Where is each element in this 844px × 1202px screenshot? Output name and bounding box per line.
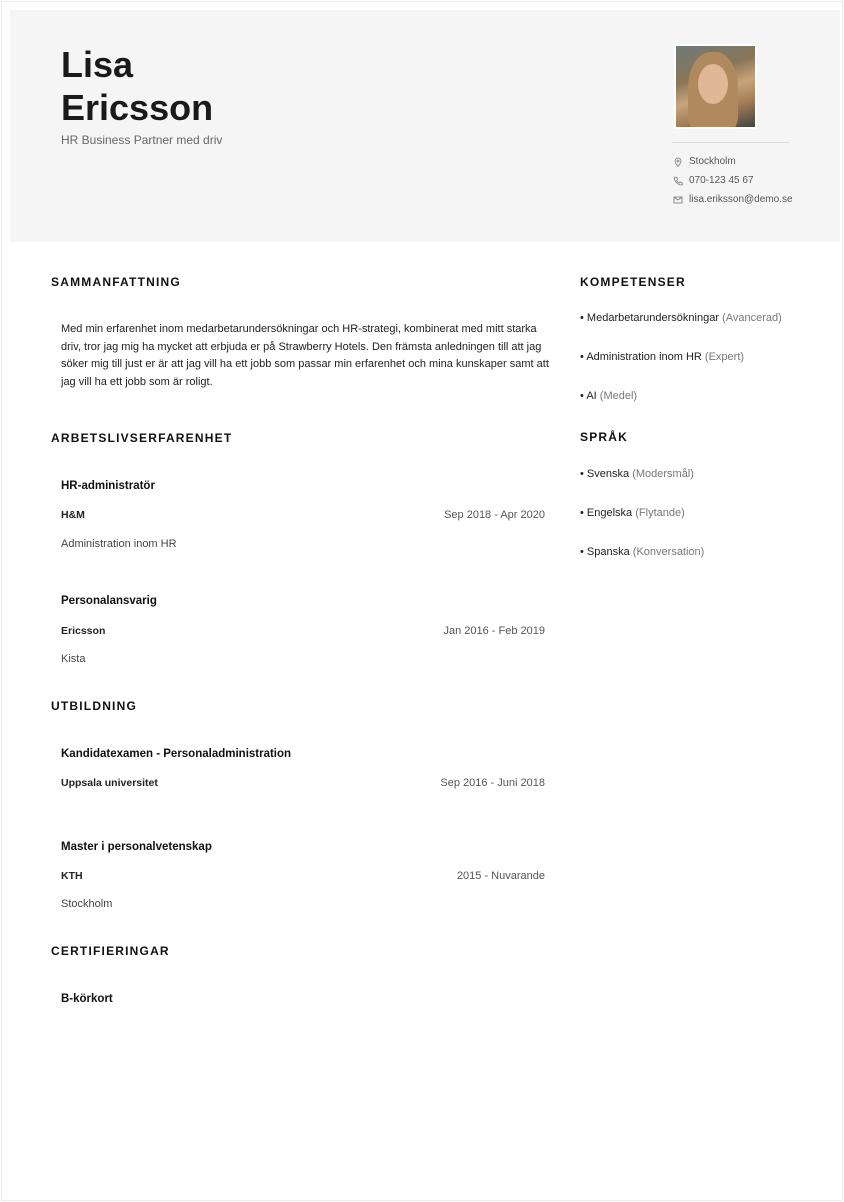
language-name: Engelska — [586, 507, 633, 519]
language-level: (Flytande) — [635, 507, 685, 519]
email-text[interactable]: lisa.eriksson@demo.se — [689, 194, 793, 205]
job-title: Personalansvarig — [61, 595, 157, 607]
skill-name: Medarbetarundersökningar — [586, 312, 720, 324]
contact-location — [673, 156, 736, 167]
skills-heading: KOMPETENSER — [580, 275, 686, 289]
skill-item: • Administration inom HR (Expert) — [580, 351, 745, 363]
profile-photo — [674, 44, 757, 129]
job-date: Sep 2018 - Apr 2020 — [444, 509, 545, 521]
skill-name: AI — [586, 390, 597, 402]
language-level: (Konversation) — [632, 546, 705, 558]
language-name: Spanska — [586, 546, 630, 558]
skill-level: (Expert) — [704, 351, 745, 363]
education-heading: UTBILDNING — [51, 699, 137, 713]
job-title: HR-administratör — [61, 480, 155, 492]
certification-title: B-körkort — [61, 993, 113, 1005]
skill-level: (Medel) — [599, 390, 638, 402]
certifications-heading: CERTIFIERINGAR — [51, 944, 170, 958]
languages-heading: SPRÅK — [580, 430, 629, 444]
last-name: Ericsson — [61, 87, 214, 128]
phone-icon — [673, 176, 683, 186]
skill-item: • Medarbetarundersökningar (Avancerad) — [580, 312, 782, 324]
job-company: Ericsson — [61, 625, 106, 637]
summary-heading: SAMMANFATTNING — [51, 275, 181, 289]
mail-icon — [673, 195, 683, 205]
phone-text[interactable]: 070-123 45 67 — [689, 175, 754, 186]
skill-name: Administration inom HR — [586, 351, 702, 363]
degree-title: Master i personalvetenskap — [61, 841, 212, 853]
language-item: • Svenska (Modersmål) — [580, 468, 694, 480]
contact-phone — [673, 175, 754, 186]
subtitle: HR Business Partner med driv — [61, 133, 223, 147]
language-item: • Spanska (Konversation) — [580, 546, 705, 558]
divider — [672, 142, 789, 143]
location-pin-icon — [673, 157, 683, 167]
contact-email — [673, 194, 793, 205]
summary-text: Med min erfarenhet inom medarbetarundersökningar och HR-strategi, kombinerat med mitt starka driv, tror jag mig ha mycket att erbjuda er på Strawberry Hotels. Den främsta anledningen till att jag söker mig till just er är att jag vill ha ett jobb som passar min erfarenhet och mina kunskaper samt att jag vill ha ett jobb som är roligt. — [61, 323, 549, 389]
degree-title: Kandidatexamen - Personaladministration — [61, 748, 292, 760]
language-item: • Engelska (Flytande) — [580, 507, 685, 519]
location-text: Stockholm — [689, 156, 736, 167]
job-description: Kista — [61, 653, 86, 665]
first-name: Lisa — [61, 44, 134, 85]
school-name: Uppsala universitet — [61, 777, 158, 789]
skill-item: • AI (Medel) — [580, 390, 638, 402]
job-company: H&M — [61, 509, 85, 521]
education-date: Sep 2016 - Juni 2018 — [440, 777, 545, 789]
skill-level: (Avancerad) — [722, 312, 782, 324]
language-level: (Modersmål) — [632, 468, 694, 480]
school-name: KTH — [61, 870, 83, 882]
education-date: 2015 - Nuvarande — [456, 870, 545, 882]
language-name: Svenska — [586, 468, 630, 480]
experience-heading: ARBETSLIVSERFARENHET — [51, 431, 233, 445]
job-date: Jan 2016 - Feb 2019 — [443, 625, 545, 637]
job-description: Administration inom HR — [61, 538, 177, 550]
education-location: Stockholm — [61, 898, 113, 910]
